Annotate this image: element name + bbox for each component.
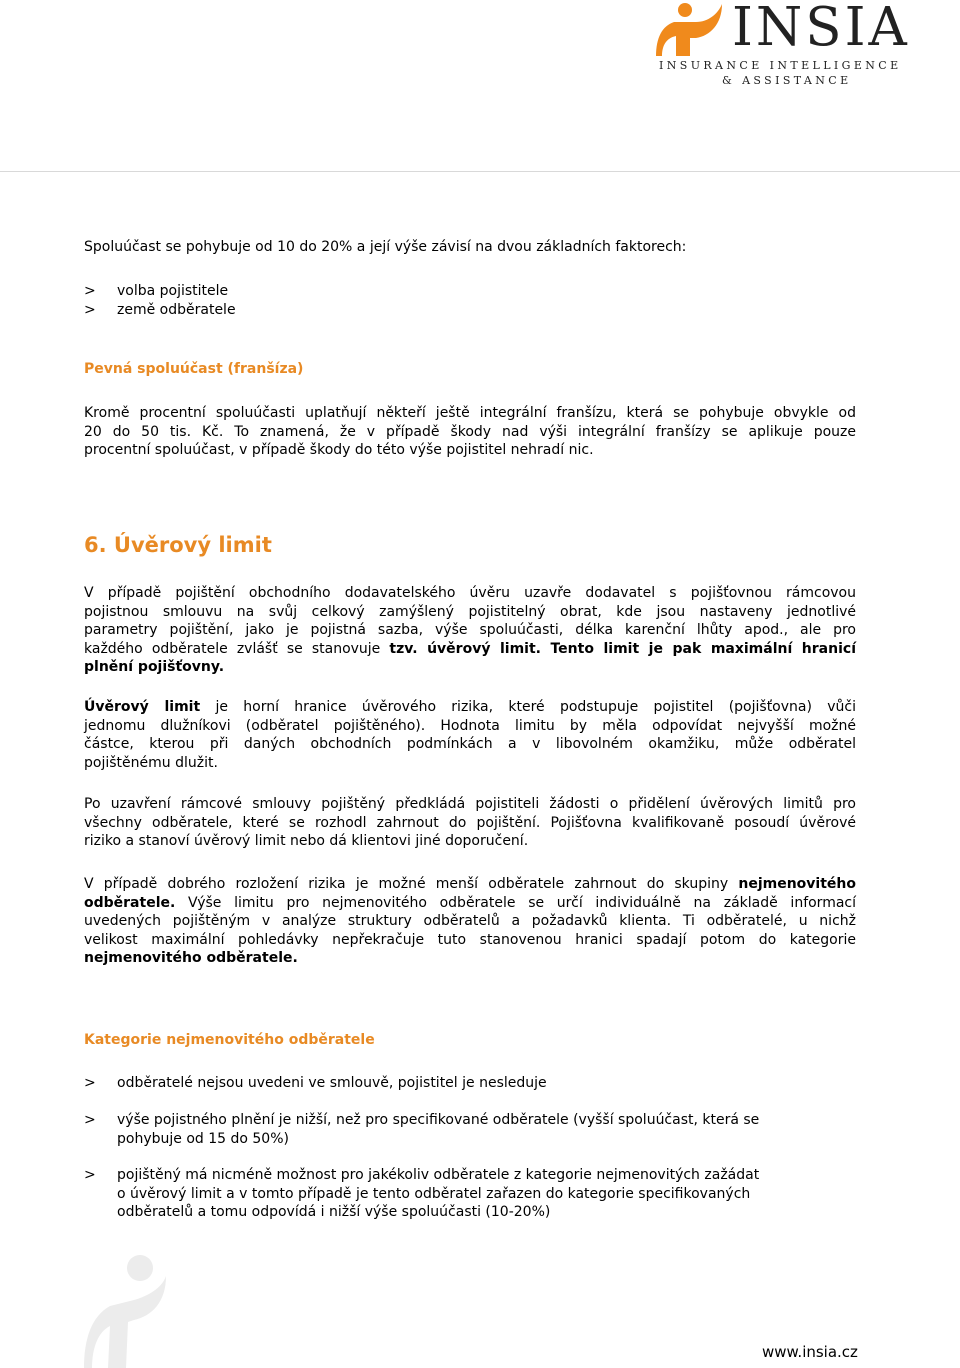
insia-logo-icon (652, 2, 724, 56)
section-6-title-block (84, 533, 856, 557)
text-line: procentní spoluúčast, v případě škody do této výše pojistitel nehradí nic. (84, 442, 594, 458)
footer-website-link[interactable]: www.insia.cz (762, 1343, 858, 1361)
category-heading: Kategorie nejmenovitého odběratele (84, 1032, 375, 1048)
list-item: > pojištěný má nicméně možnost pro jakékoliv odběratele z kategorie nejmenovitých zažádat o úvěrový limit a v tomto případě je tento odběratel zařazen do kategorie specifikovaných odběratelů a tomu odpovídá i nižší výše spoluúčasti (10-20%) (84, 1167, 760, 1220)
text-line: částce, kterou při daných obchodních podmínkách a v libovolném okamžiku, může odběratel (84, 736, 856, 752)
category-bullet-2 (84, 1111, 856, 1148)
insia-logo[interactable] (652, 0, 932, 96)
category-bullet-1 (84, 1074, 856, 1093)
logo-tagline-2: & ASSISTANCE (722, 74, 852, 87)
list-item: > země odběratele (84, 301, 236, 318)
logo-tagline-1: INSURANCE INTELLIGENCE (659, 59, 902, 72)
text-line: riziko a stanoví úvěrový limit nebo dá klientovi jiné doporučení. (84, 833, 529, 849)
fixed-deductible-heading-block (84, 361, 856, 377)
bullet-arrow-icon: > (84, 1112, 96, 1128)
text-line: Po uzavření rámcové smlouvy pojištěný předkládá pojistiteli žádosti o přidělení úvěrových limitů pro (84, 796, 856, 812)
bullet-arrow-icon: > (84, 1167, 96, 1183)
text-line: Kromě procentní spoluúčasti uplatňují někteří ještě integrální franšízu, která se pohybuje obvykle od (84, 405, 856, 421)
logo-name: INSIA (732, 0, 910, 58)
text-line: plnění pojišťovny. (84, 659, 225, 675)
text-line: V případě dobrého rozložení rizika je možné menší odběratele zahrnout do skupiny nejmenovitého (84, 876, 856, 892)
bullet-arrow-icon: > (84, 301, 96, 318)
section-6-paragraph-4 (84, 875, 856, 968)
text-line: pojistnou smlouvu na svůj celkový zamýšlený pojistitelný obrat, kde jsou nastaveny jednotlivé (84, 603, 856, 620)
text-line: parametry pojištění, jako je pojistná sazba, výše spoluúčasti, délka karenční lhůty apod., ale pro (84, 622, 856, 638)
section-6-paragraph-1 (84, 584, 856, 677)
text-line: uvedených pojištěným v analýze struktury odběratelů a požadavků klienta. Ti odběratelé, u nichž (84, 913, 856, 929)
text-line: V případě pojištění obchodního dodavatelského úvěru uzavře dodavatel s pojišťovnou rámcovou (84, 585, 856, 601)
text-line: nejmenovitého odběratele. (84, 950, 298, 966)
header-divider (0, 171, 960, 172)
bullet-arrow-icon: > (84, 1075, 96, 1091)
text-line: všechny odběratele, které se rozhodl zahrnout do pojištění. Pojišťovna kvalifikovaně posoudí úvěrové (84, 814, 856, 831)
insia-watermark-icon (78, 1250, 168, 1368)
text-line: každého odběratele zvlášť se stanovuje tzv. úvěrový limit. Tento limit je pak maximální hranicí (84, 640, 856, 657)
bullet-arrow-icon: > (84, 283, 96, 299)
section-6-paragraph-3 (84, 795, 856, 851)
section-title: 6. Úvěrový limit (84, 533, 272, 557)
text-line: pojištěnému dlužit. (84, 754, 218, 771)
list-item: > odběratelé nejsou uvedeni ve smlouvě, pojistitel je nesleduje (84, 1075, 547, 1091)
text-line: jednomu dlužníkovi (odběratel pojištěného). Hodnota limitu by měla odpovídat nejvyšší možné (84, 717, 856, 734)
intro-block (84, 238, 856, 257)
list-item: > volba pojistitele (84, 283, 229, 299)
text-line: Úvěrový limit je horní hranice úvěrového rizika, které podstupuje pojistitel (pojišťovna) vůči (84, 699, 856, 715)
text-line: odběratele. Výše limitu pro nejmenovitého odběratele se určí individuálně na základě informací (84, 894, 856, 911)
intro-paragraph: Spoluúčast se pohybuje od 10 do 20% a její výše závisí na dvou základních faktorech: (84, 239, 687, 255)
category-heading-block (84, 1032, 856, 1048)
fixed-deductible-paragraph (84, 404, 856, 460)
section-6-paragraph-2 (84, 698, 856, 772)
list-item: > výše pojistného plnění je nižší, než pro specifikované odběratele (vyšší spoluúčast, která se pohybuje od 15 do 50%) (84, 1112, 760, 1147)
category-bullet-3 (84, 1166, 856, 1222)
intro-bullets (84, 282, 856, 319)
text-line: 20 do 50 tis. Kč. To znamená, že v případě škody nad výši integrální franšízy se aplikuje pouze (84, 423, 856, 440)
fixed-deductible-heading: Pevná spoluúčast (franšíza) (84, 361, 304, 377)
text-line: velikost maximální pohledávky nepřekračuje tuto stanovenou hranici spadají potom do kategorie (84, 931, 856, 948)
page-header (0, 0, 960, 172)
